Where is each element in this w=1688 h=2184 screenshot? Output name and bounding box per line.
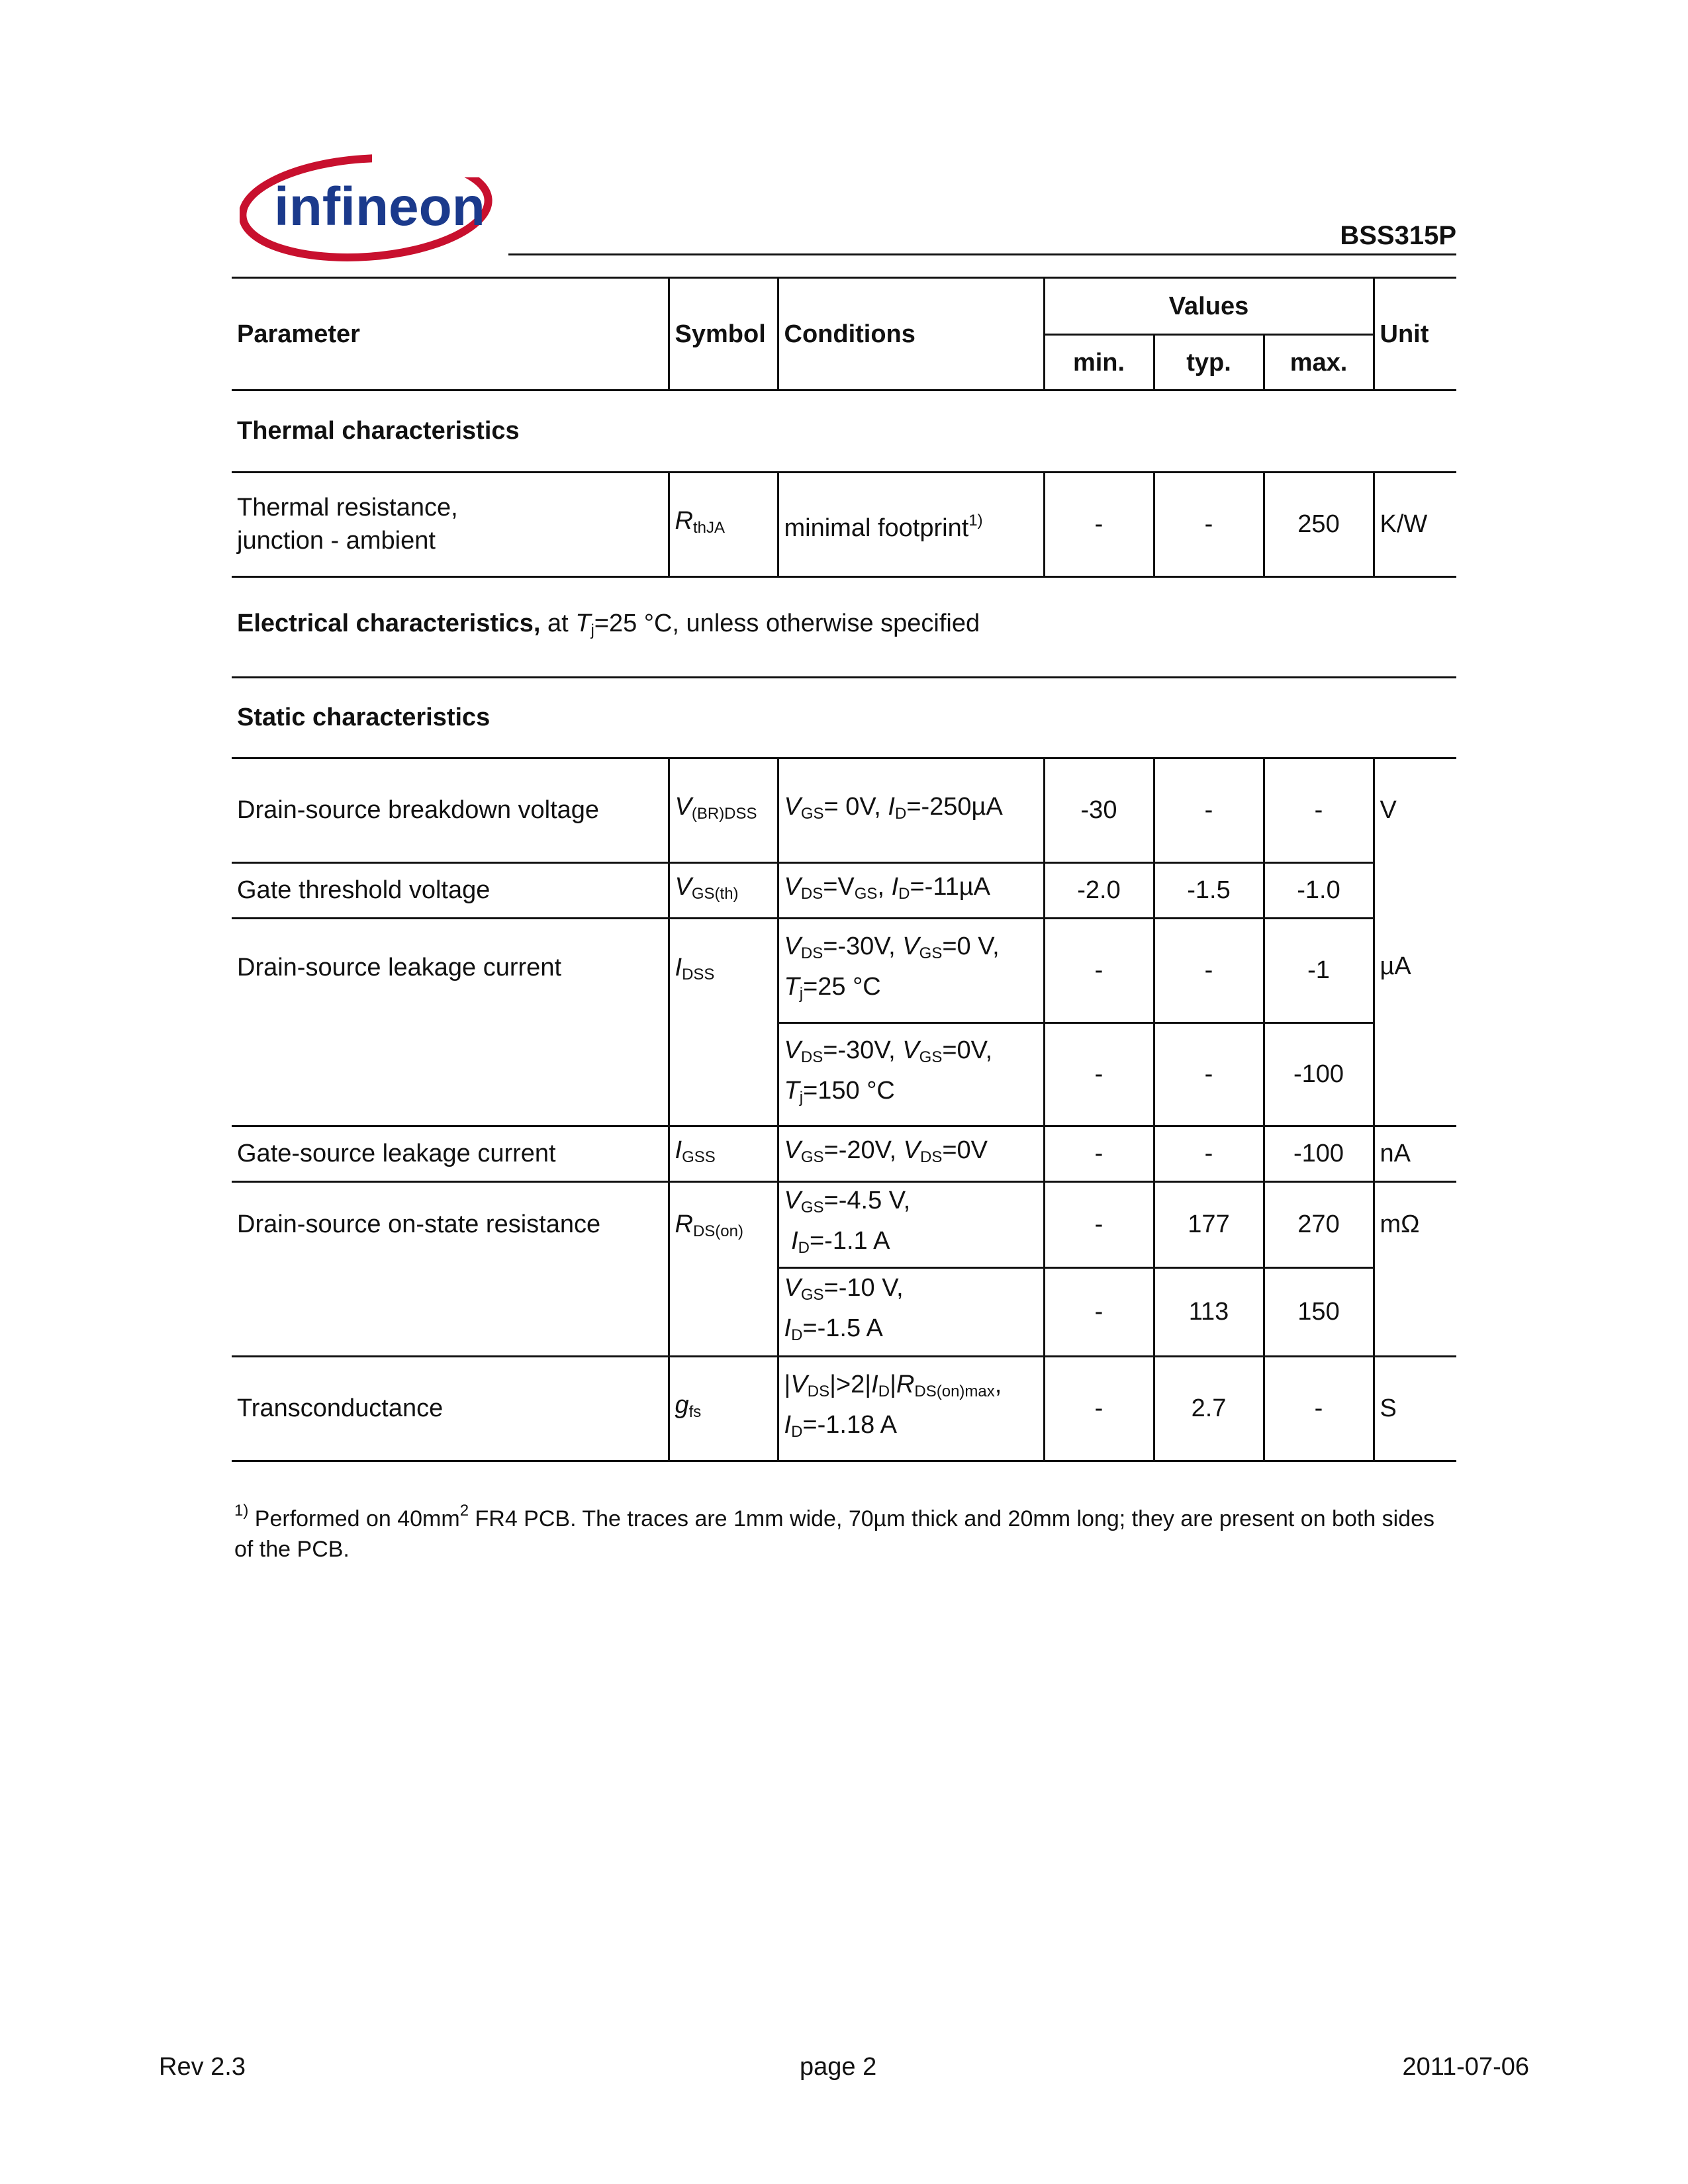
condition: $V_{GS}=-4.5$ V, $I_D=-1.1$ A — [778, 1181, 1044, 1267]
footer-date: 2011-07-06 — [1402, 2053, 1529, 2081]
symbol: $V_{(BR)DSS}$ — [669, 758, 778, 862]
header-unit: Unit — [1374, 278, 1456, 390]
condition: $|V_{DS}|>2|I_D|R_{DS(on)max}$, $I_D=-1.18$ A — [778, 1356, 1044, 1461]
symbol: $g_{fs}$ — [669, 1356, 778, 1461]
value-max: 250 — [1264, 472, 1374, 576]
header-typ: typ. — [1154, 335, 1264, 390]
value-max: 150 — [1264, 1267, 1374, 1356]
header-symbol: Symbol — [669, 278, 778, 390]
condition: $V_{DS}=V_{GS}$, $I_D=-11\mu A$ — [778, 862, 1044, 918]
value-max: -1.0 — [1264, 862, 1374, 918]
condition: $V_{GS}= 0V$, $I_D=-250\mu A$ — [778, 758, 1044, 862]
unit: µA — [1374, 918, 1456, 1126]
value-typ: - — [1154, 1023, 1264, 1126]
header-min: min. — [1044, 335, 1154, 390]
param-breakdown-voltage: Drain-source breakdown voltage — [232, 758, 669, 862]
table-row — [232, 472, 1456, 576]
symbol-rthja: $R_{thJA}$ — [669, 472, 778, 576]
value-min: - — [1044, 918, 1154, 1023]
svg-text:infineon: infineon — [274, 177, 485, 237]
value-typ: 113 — [1154, 1267, 1264, 1356]
header-rule — [508, 253, 1456, 255]
value-min: -2.0 — [1044, 862, 1154, 918]
value-max: - — [1264, 758, 1374, 862]
condition: $V_{GS}=-10$ V, $I_D=-1.5$ A — [778, 1267, 1044, 1356]
symbol: $I_{DSS}$ — [669, 918, 778, 1126]
header-values: Values — [1044, 278, 1374, 335]
symbol: $R_{DS(on)}$ — [669, 1181, 778, 1356]
value-max: -100 — [1264, 1023, 1374, 1126]
section-static: Static characteristics — [232, 677, 1456, 758]
section-electrical: Electrical characteristics, at $T_j=25$ °C, unless otherwise specified — [232, 576, 1456, 677]
infineon-logo — [240, 154, 498, 266]
unit: S — [1374, 1356, 1456, 1461]
unit: nA — [1374, 1126, 1456, 1181]
footer-page: page 2 — [800, 2053, 877, 2081]
value-typ: - — [1154, 758, 1264, 862]
symbol: $V_{GS(th)}$ — [669, 862, 778, 918]
unit: K/W — [1374, 472, 1456, 576]
value-max: - — [1264, 1356, 1374, 1461]
value-max: 270 — [1264, 1181, 1374, 1267]
footnote: $^{1)}$ Performed on $40mm^2$ FR4 PCB. The traces are 1mm wide, 70µm thick and 20mm long; they are present on both sides of the PCB. — [234, 1502, 1435, 1562]
param-drain-leakage: Drain-source leakage current — [232, 918, 669, 1126]
value-min: - — [1044, 1267, 1154, 1356]
condition: $V_{GS}=-20V$, $V_{DS}=0V$ — [778, 1126, 1044, 1181]
condition-thermal: minimal footprint$^{1)}$ — [778, 472, 1044, 576]
table-row — [232, 758, 1456, 862]
unit: mΩ — [1374, 1181, 1456, 1356]
value-max: -1 — [1264, 918, 1374, 1023]
condition: $V_{DS}=-30V$, $V_{GS}=0V$, $T_j=150$ °C — [778, 1023, 1044, 1126]
header-parameter: Parameter — [232, 278, 669, 390]
value-min: - — [1044, 1023, 1154, 1126]
section-thermal: Thermal characteristics — [237, 417, 520, 445]
value-typ: 177 — [1154, 1181, 1264, 1267]
param-gate-threshold: Gate threshold voltage — [232, 862, 669, 918]
unit: V — [1374, 758, 1456, 918]
table-row — [232, 1356, 1456, 1461]
value-typ: - — [1154, 1126, 1264, 1181]
value-typ: - — [1154, 472, 1264, 576]
condition: $V_{DS}=-30V$, $V_{GS}=0$ V, $T_j=25$ °C — [778, 918, 1044, 1023]
value-min: - — [1044, 1126, 1154, 1181]
table-row — [232, 862, 1456, 918]
table-row — [232, 1126, 1456, 1181]
footer-revision: Rev 2.3 — [159, 2053, 246, 2081]
param-thermal-resistance: Thermal resistance, junction - ambient — [232, 472, 669, 576]
header-conditions: Conditions — [778, 278, 1044, 390]
value-typ: -1.5 — [1154, 862, 1264, 918]
value-min: - — [1044, 1356, 1154, 1461]
part-number: BSS315P — [1340, 221, 1456, 250]
param-on-resistance: Drain-source on-state resistance — [232, 1181, 669, 1356]
value-min: - — [1044, 1181, 1154, 1267]
symbol: $I_{GSS}$ — [669, 1126, 778, 1181]
header-max: max. — [1264, 335, 1374, 390]
param-transconductance: Transconductance — [232, 1356, 669, 1461]
value-max: -100 — [1264, 1126, 1374, 1181]
value-typ: 2.7 — [1154, 1356, 1264, 1461]
value-min: - — [1044, 472, 1154, 576]
value-min: -30 — [1044, 758, 1154, 862]
characteristics-table — [232, 277, 1456, 1462]
table-row — [232, 918, 1456, 1023]
value-typ: - — [1154, 918, 1264, 1023]
table-row — [232, 1181, 1456, 1267]
param-gate-leakage: Gate-source leakage current — [232, 1126, 669, 1181]
